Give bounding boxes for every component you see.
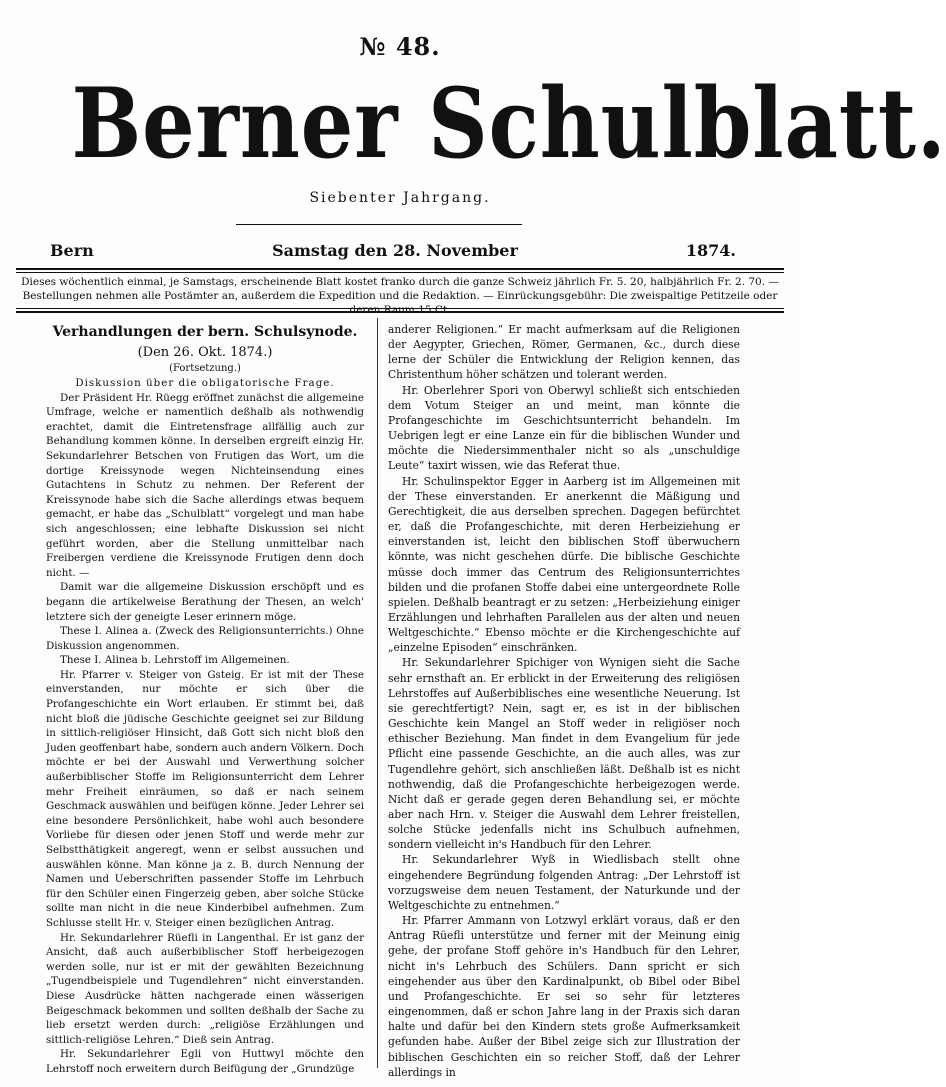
section-heading: Diskussion über die obligatorische Frage. [75, 377, 335, 389]
dateline-date: Samstag den 28. November [272, 241, 518, 260]
paragraph: Hr. Sekundarlehrer Rüefli in Langenthal. Er ist ganz der Ansicht, daß auch außerbiblischer Stoff herbeigezogen werden solle, nur ist er mit der gewählten Bezeichnung „Tugendbeispiele und Tugendlehren“ nicht einverstanden. Diese Ausdrücke hätten nachgerade einen wässerigen Beigeschmack bekommen und sollten deßhalb der Sache zu lieb ersetzt werden durch: „religiöse Erzählungen und sittlich-religiöse Lehren.“ Dieß sein Antrag. [46, 931, 364, 1046]
continuation-note: (Fortsetzung.) [169, 363, 241, 374]
divider [16, 308, 784, 309]
divider [16, 311, 784, 313]
paragraph: Hr. Pfarrer v. Steiger von Gsteig. Er ist mit der These einverstanden, nur möchte er sich über die Profangeschichte ein Wort erlauben. Er stimmt bei, daß nicht bloß die jüdische Geschichte geeignet sei zur Bildung in sittlich-religiöser Hinsicht, daß Gott sich nicht bloß den Juden geoffenbart habe, sondern auch andern Völkern. Doch möchte er bei der Auswahl und Verwerthung solcher außerbiblischer Stoffe im Religionsunterricht dem Lehrer mehr Freiheit einräumen, so daß er nach seinem Geschmack auswählen und beifügen könne. Jeder Lehrer sei eine besondere Persönlichkeit, habe wohl auch besondere Vorliebe für diesen oder jenen Stoff und werde mehr zur Selbstthätigkeit angeregt, wenn er selbst aussuchen und auswählen könne. Man könne ja z. B. durch Nennung der Namen und Ueberschriften passender Stoffe im Lehrbuch für den Schüler einen Fingerzeig geben, aber solche Stücke sollte man nicht in die neue Kinderbibel aufnehmen. Zum Schlusse stellt Hr. v. Steiger einen bezüglichen Antrag. [46, 668, 364, 929]
paragraph: Hr. Pfarrer Ammann von Lotzwyl erklärt voraus, daß er den Antrag Rüefli unterstütze und ferner mit der Meinung einig gehe, der profane Stoff gehöre in's Handbuch für den Lehrer, nicht in's Lehrbuch des Schülers. Dann spricht er sich eingehender aus über den Kardinalpunkt, ob Bibel oder Bibel und Profangeschichte. Er sei so sehr für letzteres eingenommen, daß er schon Jahre lang in der Praxis sich daran halte und dafür bei den Kindern stets große Aufmerksamkeit gefunden habe. Außer der Bibel zeige sich zur Illustration der biblischen Geschichten ein so reicher Stoff, daß der Lehrer allerdings in [388, 914, 740, 1079]
subscription-notice: Dieses wöchentlich einmal, je Samstags, erscheinende Blatt kostet franko durch die ganze Schweiz jährlich Fr. 5. 20, halbjährlich Fr. 2. 70. — Bestellungen nehmen alle Postämter an, außerdem die Expedition und die Redaktion. — Einrückungsgebühr: Die zweispaltige Petitzeile oder deren Raum 15 Ct. [21, 276, 779, 316]
article-date: (Den 26. Okt. 1874.) [137, 345, 273, 360]
divider [16, 268, 784, 270]
divider [236, 224, 522, 225]
column-divider [377, 318, 378, 1068]
article-title: Verhandlungen der bern. Schulsynode. [52, 324, 358, 340]
dateline-place: Bern [50, 241, 94, 260]
issue-number: № 48. [359, 32, 441, 61]
dateline [50, 241, 736, 263]
paragraph: Hr. Sekundarlehrer Spichiger von Wynigen sieht die Sache sehr ernsthaft an. Er erblickt in der Erweiterung des religiösen Lehrstoffes auf Außerbiblisches eine wesentliche Neuerung. Ist sie gerechtfertigt? Nein, sagt er, es ist in der biblischen Geschichte kein Mangel an Stoff weder in religiöser noch ethischer Beziehung. Man findet in dem Evangelium für jede Pflicht eine passende Geschichte, an die auch alles, was zur Tugendlehre gehört, sich anschließen läßt. Deßhalb ist es nicht nothwendig, daß die Profangeschichte herbeigezogen werde. Nicht daß er gerade gegen deren Behandlung sei, er möchte aber nach Hrn. v. Steiger die Auswahl dem Lehrer freistellen, solche Stücke jedenfalls nicht ins Schulbuch aufnehmen, sondern vielleicht in's Handbuch für den Lehrer. [388, 656, 740, 852]
paragraph: Hr. Sekundarlehrer Egli von Huttwyl möchte den Lehrstoff noch erweitern durch Beifügung der „Grundzüge [46, 1048, 364, 1075]
dateline-year: 1874. [685, 241, 736, 260]
paragraph: Der Präsident Hr. Rüegg eröffnet zunächst die allgemeine Umfrage, welche er namentlich deßhalb als nothwendig erachtet, damit die Eintretensfrage allfällig auch zur Behandlung kommen könne. In derselben ergreift einzig Hr. Sekundarlehrer Betschen von Frutigen das Wort, um die dortige Kreissynode wegen Nichteinsendung eines Gutachtens in Schutz zu nehmen. Der Referent der Kreissynode habe sich die Sache allerdings etwas bequem gemacht, er habe das „Schulblatt“ vorgelegt und man habe sich angeschlossen; eine lebhafte Diskussion sei nicht geführt worden, aber die Stellung unmittelbar nach Freibergen verdiene die Kreissynode Frutigen denn doch nicht. — [46, 391, 364, 579]
divider [16, 272, 784, 273]
masthead-title: Berner Schulblatt. [71, 67, 946, 180]
paragraph: Hr. Oberlehrer Spori von Oberwyl schließt sich entschieden dem Votum Steiger an und meint, man könnte die Profangeschichte im Geschichtsunterricht behandeln. Im Uebrigen legt er eine Lanze ein für die biblischen Wunder und möchte die Niedersimmenthaler nicht so als „unschuldige Leute“ taxirt wissen, wie das Referat thue. [388, 383, 740, 473]
paragraph: Hr. Sekundarlehrer Wyß in Wiedlisbach stellt ohne eingehendere Begründung folgenden Antrag: „Der Lehrstoff ist vorzugsweise dem neuen Testament, der Naturkunde und der Weltgeschichte zu entnehmen.“ [388, 853, 740, 912]
paragraph: Hr. Schulinspektor Egger in Aarberg ist im Allgemeinen mit der These einverstanden. Er anerkennt die Mäßigung und Gerechtigkeit, die aus derselben sprechen. Dagegen befürchtet er, daß die Profangeschichte, mit deren Herbeiziehung er einverstanden ist, leicht den biblischen Stoff überwuchern könnte, was nicht geschehen dürfe. Die biblische Geschichte müsse doch immer das Centrum des Religionsunterrichtes bilden und die profanen Stoffe dabei eine untergeordnete Rolle spielen. Deßhalb beantragt er zu setzen: „Herbeiziehung einiger Erzählungen und lehrhaften Parallelen aus der alten und neuen Weltgeschichte.“ Ebenso möchte er die Kirchengeschichte auf „einzelne Episoden“ einschränken. [388, 474, 740, 655]
paragraph: These I. Alinea b. Lehrstoff im Allgemeinen. [60, 654, 290, 667]
paragraph: Damit war die allgemeine Diskussion erschöpft und es begann die artikelweise Berathung der Thesen, an welch' letztere sich der geneigte Leser erinnern möge. [46, 581, 364, 623]
volume-subtitle: Siebenter Jahrgang. [309, 190, 491, 206]
paragraph: anderer Religionen.“ Er macht aufmerksam auf die Religionen der Aegypter, Griechen, Römer, Germanen, &c., durch diese lerne der Schüler die Entwicklung der Religion kennen, das Christenthum höher schätzen und tolerant werden. [388, 323, 740, 382]
left-column [46, 322, 364, 1077]
paragraph: These I. Alinea a. (Zweck des Religionsunterrichts.) Ohne Diskussion angenommen. [46, 625, 364, 652]
right-column [388, 322, 740, 1080]
